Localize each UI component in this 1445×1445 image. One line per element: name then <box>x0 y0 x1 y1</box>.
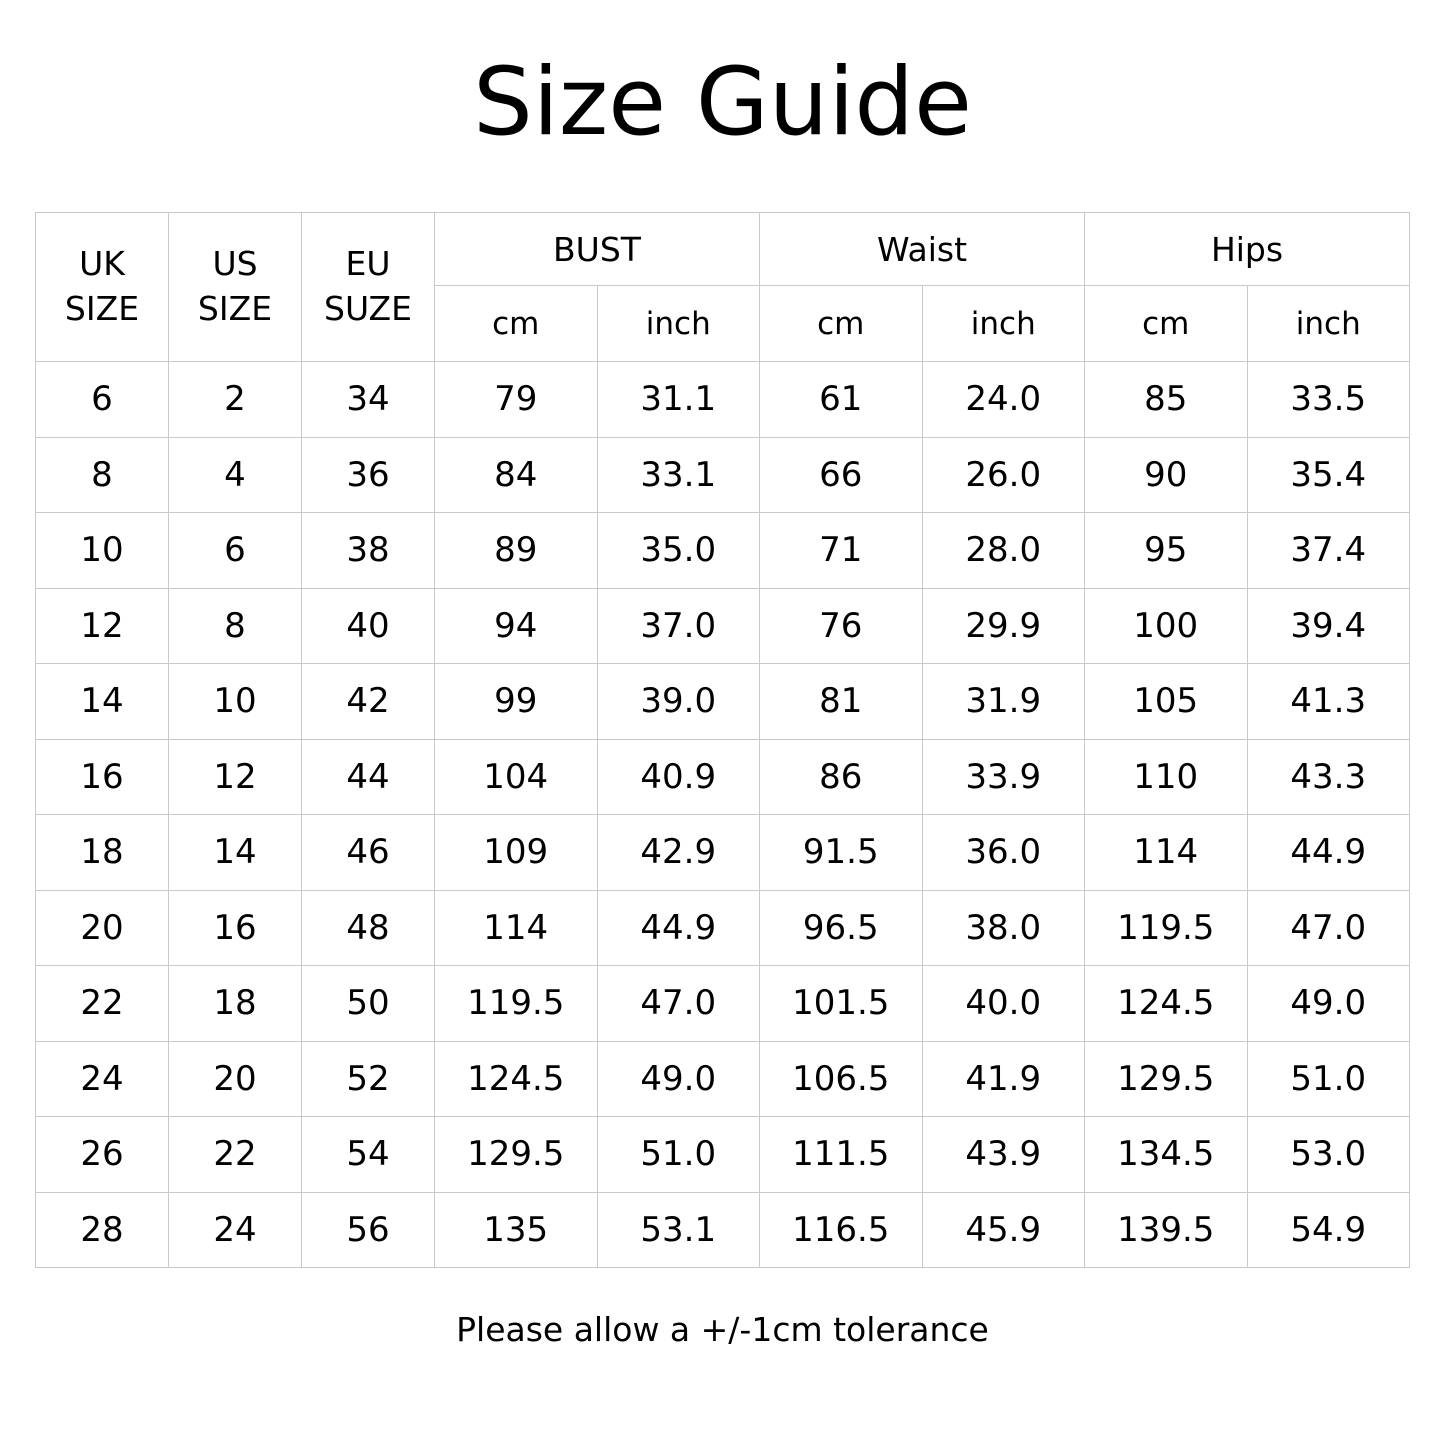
cell-bust-in: 37.0 <box>597 588 760 664</box>
size-chart-table <box>35 212 1410 1268</box>
cell-hips-cm: 119.5 <box>1085 890 1248 966</box>
cell-bust-cm: 119.5 <box>435 966 598 1042</box>
cell-eu: 34 <box>302 362 435 438</box>
cell-us: 8 <box>169 588 302 664</box>
cell-waist-in: 33.9 <box>922 739 1085 815</box>
cell-uk: 24 <box>36 1041 169 1117</box>
cell-waist-cm: 101.5 <box>760 966 923 1042</box>
cell-waist-in: 26.0 <box>922 437 1085 513</box>
cell-uk: 12 <box>36 588 169 664</box>
cell-eu: 52 <box>302 1041 435 1117</box>
cell-waist-in: 43.9 <box>922 1117 1085 1193</box>
cell-bust-cm: 104 <box>435 739 598 815</box>
cell-waist-cm: 76 <box>760 588 923 664</box>
cell-bust-cm: 114 <box>435 890 598 966</box>
cell-hips-in: 35.4 <box>1247 437 1410 513</box>
header-uk-size <box>36 213 169 362</box>
cell-hips-cm: 124.5 <box>1085 966 1248 1042</box>
cell-hips-cm: 110 <box>1085 739 1248 815</box>
cell-eu: 42 <box>302 664 435 740</box>
header-us-line1: US <box>212 244 258 284</box>
table-header <box>36 213 1410 362</box>
cell-waist-in: 36.0 <box>922 815 1085 891</box>
cell-hips-cm: 139.5 <box>1085 1192 1248 1268</box>
cell-hips-in: 33.5 <box>1247 362 1410 438</box>
cell-us: 2 <box>169 362 302 438</box>
table-body <box>36 362 1410 1268</box>
cell-us: 4 <box>169 437 302 513</box>
table-row <box>36 890 1410 966</box>
cell-bust-in: 35.0 <box>597 513 760 589</box>
header-hips: Hips <box>1085 213 1410 286</box>
cell-hips-in: 43.3 <box>1247 739 1410 815</box>
cell-bust-cm: 129.5 <box>435 1117 598 1193</box>
table-row <box>36 1192 1410 1268</box>
cell-bust-cm: 79 <box>435 362 598 438</box>
cell-waist-in: 31.9 <box>922 664 1085 740</box>
cell-bust-in: 40.9 <box>597 739 760 815</box>
cell-waist-cm: 81 <box>760 664 923 740</box>
table-header-row-main <box>36 213 1410 286</box>
cell-bust-in: 31.1 <box>597 362 760 438</box>
cell-hips-in: 54.9 <box>1247 1192 1410 1268</box>
table-row <box>36 1041 1410 1117</box>
cell-bust-in: 47.0 <box>597 966 760 1042</box>
table-row <box>36 437 1410 513</box>
cell-eu: 46 <box>302 815 435 891</box>
cell-us: 22 <box>169 1117 302 1193</box>
cell-hips-in: 53.0 <box>1247 1117 1410 1193</box>
header-waist: Waist <box>760 213 1085 286</box>
cell-uk: 10 <box>36 513 169 589</box>
cell-waist-cm: 86 <box>760 739 923 815</box>
cell-bust-in: 49.0 <box>597 1041 760 1117</box>
cell-hips-cm: 85 <box>1085 362 1248 438</box>
cell-waist-in: 28.0 <box>922 513 1085 589</box>
cell-bust-cm: 124.5 <box>435 1041 598 1117</box>
header-uk-line2: SIZE <box>64 289 140 328</box>
cell-uk: 6 <box>36 362 169 438</box>
cell-bust-cm: 99 <box>435 664 598 740</box>
table-row <box>36 664 1410 740</box>
cell-waist-in: 41.9 <box>922 1041 1085 1117</box>
table-row <box>36 739 1410 815</box>
cell-eu: 48 <box>302 890 435 966</box>
cell-eu: 40 <box>302 588 435 664</box>
cell-hips-cm: 114 <box>1085 815 1248 891</box>
cell-hips-cm: 100 <box>1085 588 1248 664</box>
cell-hips-in: 49.0 <box>1247 966 1410 1042</box>
tolerance-note: Please allow a +/-1cm tolerance <box>456 1310 989 1349</box>
table-row <box>36 1117 1410 1193</box>
cell-bust-in: 53.1 <box>597 1192 760 1268</box>
cell-eu: 44 <box>302 739 435 815</box>
page-title: Size Guide <box>473 48 972 157</box>
cell-eu: 38 <box>302 513 435 589</box>
size-table-container <box>35 212 1410 1268</box>
cell-bust-in: 42.9 <box>597 815 760 891</box>
cell-bust-cm: 84 <box>435 437 598 513</box>
cell-us: 6 <box>169 513 302 589</box>
cell-uk: 20 <box>36 890 169 966</box>
header-eu-size <box>302 213 435 362</box>
cell-hips-in: 47.0 <box>1247 890 1410 966</box>
cell-waist-cm: 66 <box>760 437 923 513</box>
cell-waist-in: 38.0 <box>922 890 1085 966</box>
cell-hips-in: 44.9 <box>1247 815 1410 891</box>
table-row <box>36 362 1410 438</box>
header-eu-line2: SUZE <box>324 289 412 328</box>
cell-bust-cm: 109 <box>435 815 598 891</box>
cell-bust-in: 33.1 <box>597 437 760 513</box>
table-row <box>36 513 1410 589</box>
cell-us: 10 <box>169 664 302 740</box>
cell-hips-cm: 134.5 <box>1085 1117 1248 1193</box>
cell-bust-in: 51.0 <box>597 1117 760 1193</box>
cell-hips-cm: 95 <box>1085 513 1248 589</box>
cell-waist-cm: 106.5 <box>760 1041 923 1117</box>
cell-waist-cm: 116.5 <box>760 1192 923 1268</box>
cell-uk: 22 <box>36 966 169 1042</box>
cell-us: 20 <box>169 1041 302 1117</box>
cell-waist-in: 29.9 <box>922 588 1085 664</box>
cell-eu: 54 <box>302 1117 435 1193</box>
cell-bust-in: 39.0 <box>597 664 760 740</box>
cell-eu: 56 <box>302 1192 435 1268</box>
table-row <box>36 966 1410 1042</box>
cell-uk: 8 <box>36 437 169 513</box>
cell-waist-cm: 96.5 <box>760 890 923 966</box>
header-bust-cm: cm <box>435 286 598 362</box>
cell-us: 16 <box>169 890 302 966</box>
header-hips-cm: cm <box>1085 286 1248 362</box>
cell-hips-cm: 105 <box>1085 664 1248 740</box>
cell-hips-in: 41.3 <box>1247 664 1410 740</box>
cell-hips-cm: 129.5 <box>1085 1041 1248 1117</box>
cell-waist-in: 40.0 <box>922 966 1085 1042</box>
cell-waist-cm: 71 <box>760 513 923 589</box>
cell-us: 18 <box>169 966 302 1042</box>
cell-bust-cm: 94 <box>435 588 598 664</box>
cell-hips-cm: 90 <box>1085 437 1248 513</box>
table-row <box>36 588 1410 664</box>
header-bust: BUST <box>435 213 760 286</box>
cell-uk: 16 <box>36 739 169 815</box>
header-eu-line1: EU <box>345 244 391 284</box>
cell-waist-cm: 91.5 <box>760 815 923 891</box>
cell-waist-cm: 61 <box>760 362 923 438</box>
cell-uk: 26 <box>36 1117 169 1193</box>
cell-waist-in: 24.0 <box>922 362 1085 438</box>
cell-us: 14 <box>169 815 302 891</box>
header-uk-line1: UK <box>79 244 125 284</box>
header-us-line2: SIZE <box>197 289 273 328</box>
cell-eu: 50 <box>302 966 435 1042</box>
cell-eu: 36 <box>302 437 435 513</box>
cell-us: 24 <box>169 1192 302 1268</box>
header-waist-cm: cm <box>760 286 923 362</box>
cell-uk: 28 <box>36 1192 169 1268</box>
cell-waist-cm: 111.5 <box>760 1117 923 1193</box>
header-hips-inch: inch <box>1247 286 1410 362</box>
cell-us: 12 <box>169 739 302 815</box>
table-row <box>36 815 1410 891</box>
cell-waist-in: 45.9 <box>922 1192 1085 1268</box>
cell-hips-in: 39.4 <box>1247 588 1410 664</box>
cell-uk: 18 <box>36 815 169 891</box>
cell-uk: 14 <box>36 664 169 740</box>
cell-hips-in: 37.4 <box>1247 513 1410 589</box>
cell-hips-in: 51.0 <box>1247 1041 1410 1117</box>
header-bust-inch: inch <box>597 286 760 362</box>
cell-bust-cm: 135 <box>435 1192 598 1268</box>
header-us-size <box>169 213 302 362</box>
cell-bust-cm: 89 <box>435 513 598 589</box>
header-waist-inch: inch <box>922 286 1085 362</box>
cell-bust-in: 44.9 <box>597 890 760 966</box>
